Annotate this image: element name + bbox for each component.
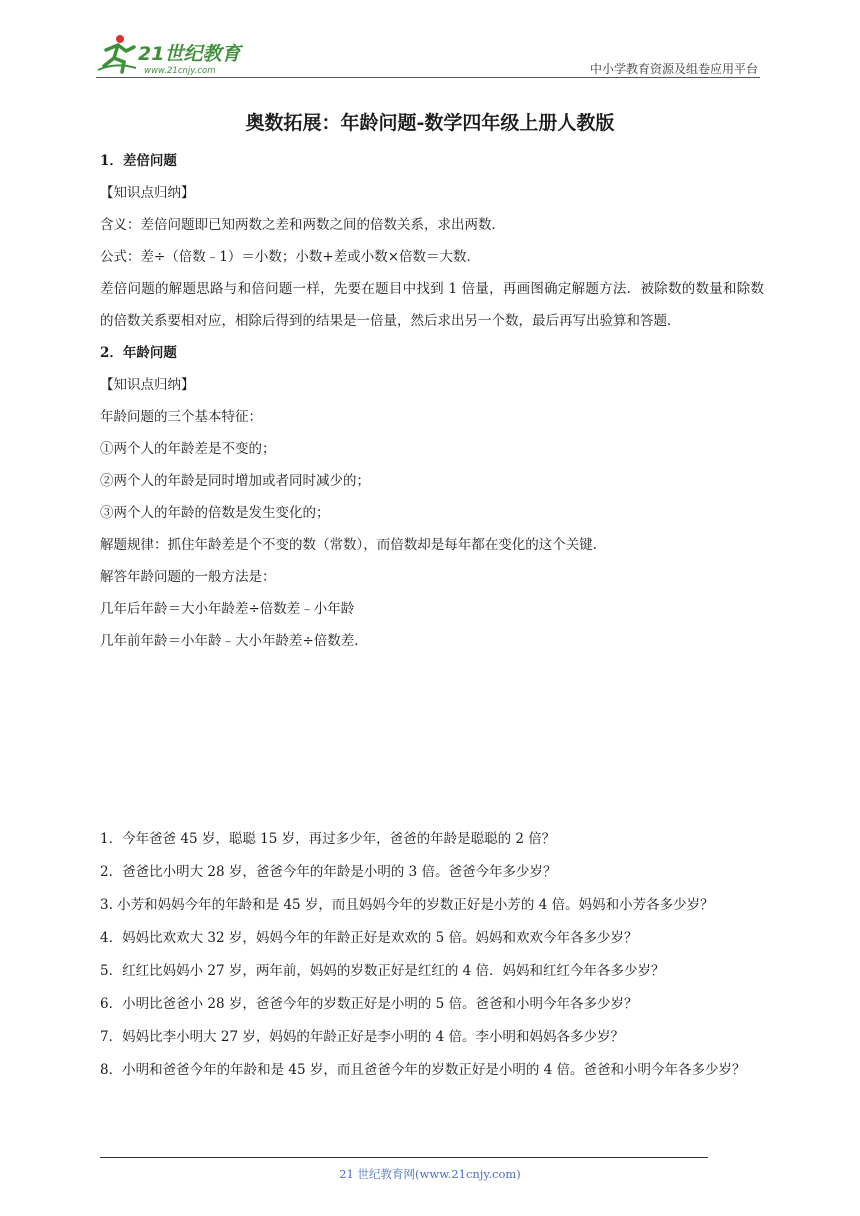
text-line: ①两个人的年龄差是不变的；: [100, 441, 276, 457]
text-line: 含义：差倍问题即已知两数之差和两数之间的倍数关系，求出两数．: [100, 217, 505, 233]
section-tag: 【知识点归纳】: [100, 377, 195, 393]
runner-icon: [98, 35, 136, 72]
question-item: 3. 小芳和妈妈今年的年龄和是 45 岁，而且妈妈今年的岁数正好是小芳的 4 倍。妈妈和小芳各多少岁？: [100, 897, 714, 913]
question-item: 1．今年爸爸 45 岁，聪聪 15 岁，再过多少年，爸爸的年龄是聪聪的 2 倍？: [100, 831, 556, 847]
logo-url-text: www.21cnjy.com: [144, 66, 216, 76]
question-item: 8．小明和爸爸今年的年龄和是 45 岁，而且爸爸今年的岁数正好是小明的 4 倍。爸爸和小明今年各多少岁？: [100, 1062, 746, 1078]
section-heading: 2．年龄问题: [100, 345, 177, 361]
question-item: 4．妈妈比欢欢大 32 岁，妈妈今年的年龄正好是欢欢的 5 倍。妈妈和欢欢今年各多少岁？: [100, 930, 638, 946]
section-heading: 1．差倍问题: [100, 153, 177, 169]
text-line: 几年前年龄＝小年龄﹣大小年龄差÷倍数差．: [100, 633, 368, 649]
text-line: ②两个人的年龄是同时增加或者同时减少的；: [100, 473, 370, 489]
text-paragraph: 差倍问题的解题思路与和倍问题一样，先要在题目中找到 1 倍量，再画图确定解题方法．被除数的数量和除数的倍数关系要相对应，相除后得到的结果是一倍量，然后求出另一个数，最后再写出验算和答题．: [100, 281, 764, 329]
site-logo: [96, 32, 266, 78]
footer-divider: [100, 1157, 708, 1158]
text-line: 解答年龄问题的一般方法是：: [100, 569, 276, 585]
footer-link[interactable]: 21 世纪教育网(www.21cnjy.com): [339, 1167, 521, 1181]
header-platform-text: 中小学教育资源及组卷应用平台: [589, 62, 758, 76]
question-item: 2．爸爸比小明大 28 岁，爸爸今年的年龄是小明的 3 倍。爸爸今年多少岁？: [100, 864, 557, 880]
knowledge-content: [100, 145, 764, 657]
question-item: 6．小明比爸爸小 28 岁，爸爸今年的岁数正好是小明的 5 倍。爸爸和小明今年各多少岁？: [100, 996, 638, 1012]
text-line: 几年后年龄＝大小年龄差÷倍数差﹣小年龄: [100, 601, 355, 617]
text-line: 解题规律：抓住年龄差是个不变的数（常数），而倍数却是每年都在变化的这个关键．: [100, 537, 607, 553]
logo-text: 21世纪教育: [138, 43, 241, 65]
question-list: [100, 823, 764, 1087]
section-tag: 【知识点归纳】: [100, 185, 195, 201]
text-line: 公式：差÷（倍数﹣1）＝小数；小数+差或小数×倍数＝大数．: [100, 249, 481, 265]
header-divider: [96, 77, 760, 78]
question-item: 7．妈妈比李小明大 27 岁，妈妈的年龄正好是李小明的 4 倍。李小明和妈妈各多少岁？: [100, 1029, 625, 1045]
text-line: ③两个人的年龄的倍数是发生变化的；: [100, 505, 330, 521]
question-item: 5．红红比妈妈小 27 岁，两年前，妈妈的岁数正好是红红的 4 倍．妈妈和红红今年各多少岁？: [100, 963, 665, 979]
page-title: 奥数拓展：年龄问题-数学四年级上册人教版: [245, 112, 615, 134]
page-header: [96, 32, 760, 78]
text-line: 年龄问题的三个基本特征：: [100, 409, 262, 425]
